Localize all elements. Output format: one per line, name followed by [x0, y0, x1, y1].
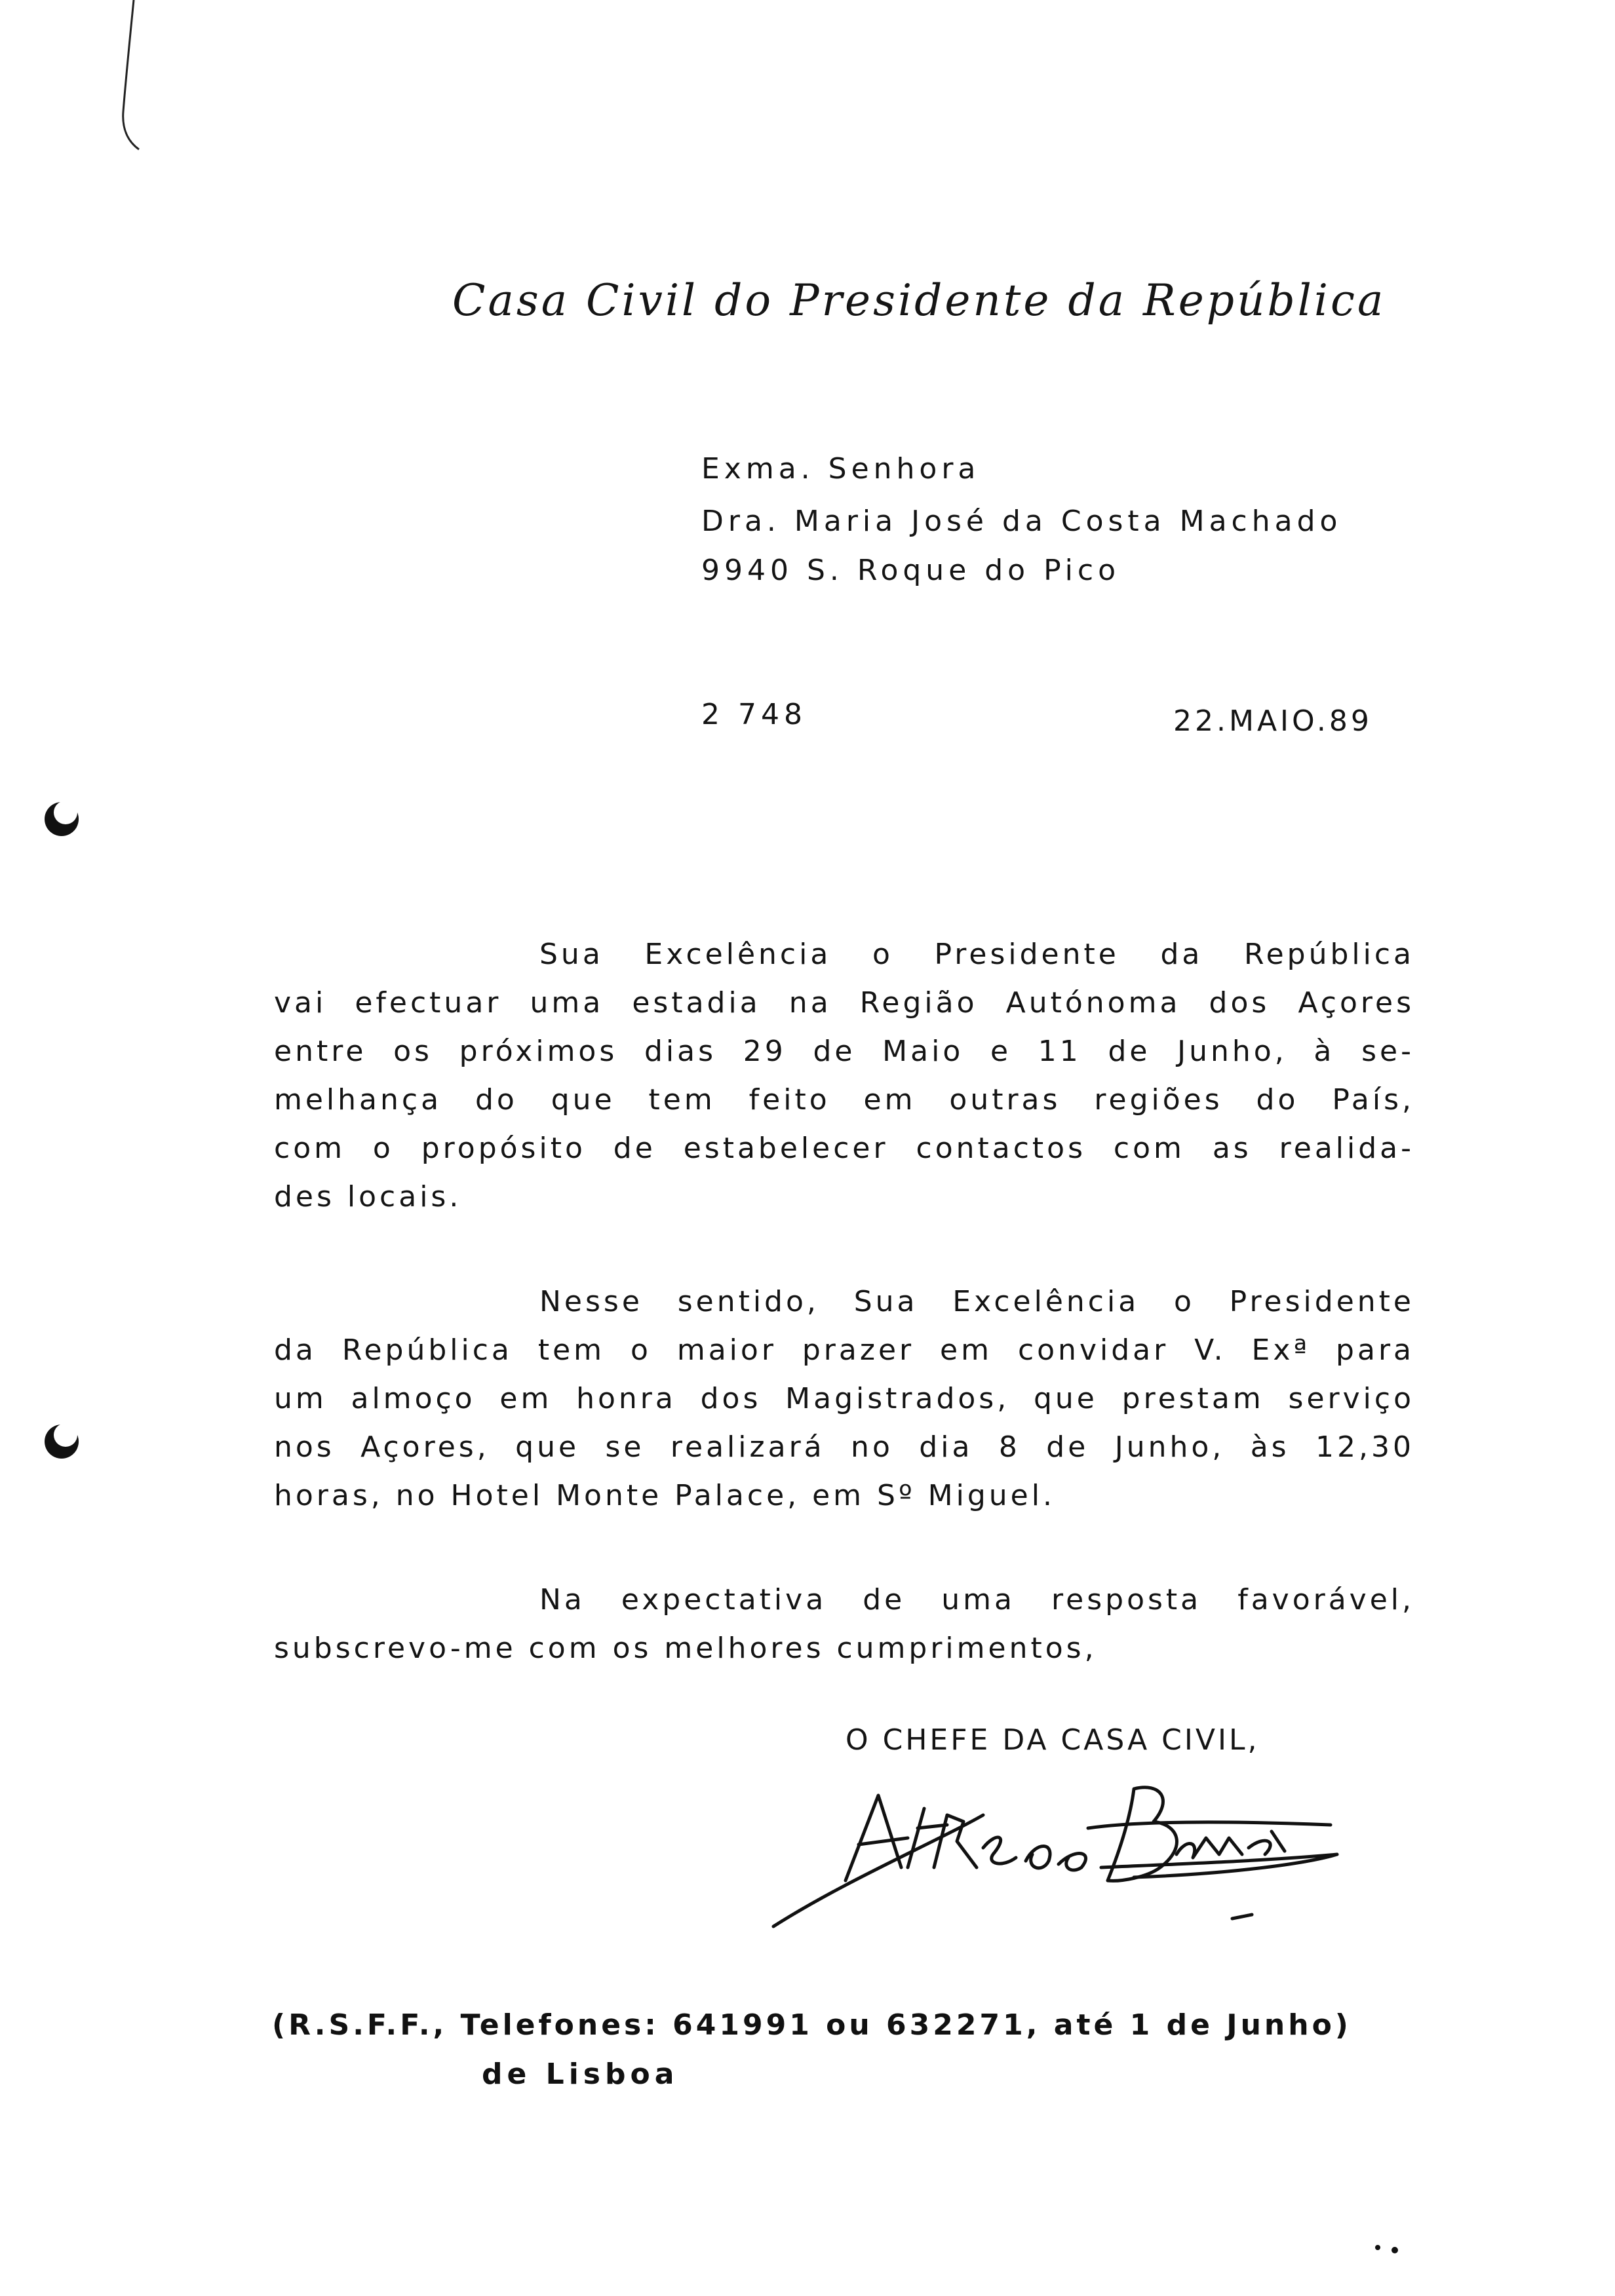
text-line: horas, no Hotel Monte Palace, em Sº Miguel. [274, 1479, 1055, 1512]
letterhead: Casa Civil do Presidente da República [452, 275, 1386, 326]
ink-specks [1370, 2234, 1409, 2261]
text-line: entre os próximos dias 29 de Maio e 11 de Junho, à se- [274, 1035, 1414, 1068]
punch-hole [35, 1415, 88, 1468]
recipient-address: 9940 S. Roque do Pico [701, 554, 1120, 587]
text-line: da República tem o maior prazer em convidar V. Exª para [274, 1333, 1414, 1367]
pen-mark [105, 0, 157, 157]
punch-hole [35, 793, 88, 845]
reference-number: 2 748 [701, 698, 807, 731]
footer-location: de Lisboa [482, 2057, 679, 2091]
recipient-name: Dra. Maria José da Costa Machado [701, 505, 1342, 538]
text-line: Sua Excelência o Presidente da República [539, 938, 1414, 971]
closing-title: O CHEFE DA CASA CIVIL, [846, 1723, 1260, 1757]
reference-date: 22.MAIO.89 [1173, 704, 1372, 738]
signature [767, 1769, 1344, 1940]
body-paragraph-3 [274, 1576, 1414, 1673]
recipient-salutation: Exma. Senhora [701, 452, 981, 486]
text-line: subscrevo-me com os melhores cumprimentos, [274, 1632, 1097, 1665]
body-paragraph-1 [274, 930, 1414, 1221]
body-paragraph-2 [274, 1278, 1414, 1520]
text-line: melhança do que tem feito em outras regiões do País, [274, 1083, 1414, 1117]
text-line: Nesse sentido, Sua Excelência o Presidente [539, 1285, 1414, 1318]
text-line: com o propósito de estabelecer contactos com as realida- [274, 1132, 1414, 1165]
text-line: Na expectativa de uma resposta favorável, [539, 1583, 1414, 1617]
text-line: vai efectuar uma estadia na Região Autónoma dos Açores [274, 986, 1414, 1020]
text-line: des locais. [274, 1180, 462, 1214]
footer-contact: (R.S.F.F., Telefones: 641991 ou 632271, até 1 de Junho) [272, 2008, 1352, 2042]
text-line: nos Açores, que se realizará no dia 8 de Junho, às 12,30 [274, 1430, 1414, 1464]
text-line: um almoço em honra dos Magistrados, que prestam serviço [274, 1382, 1414, 1415]
